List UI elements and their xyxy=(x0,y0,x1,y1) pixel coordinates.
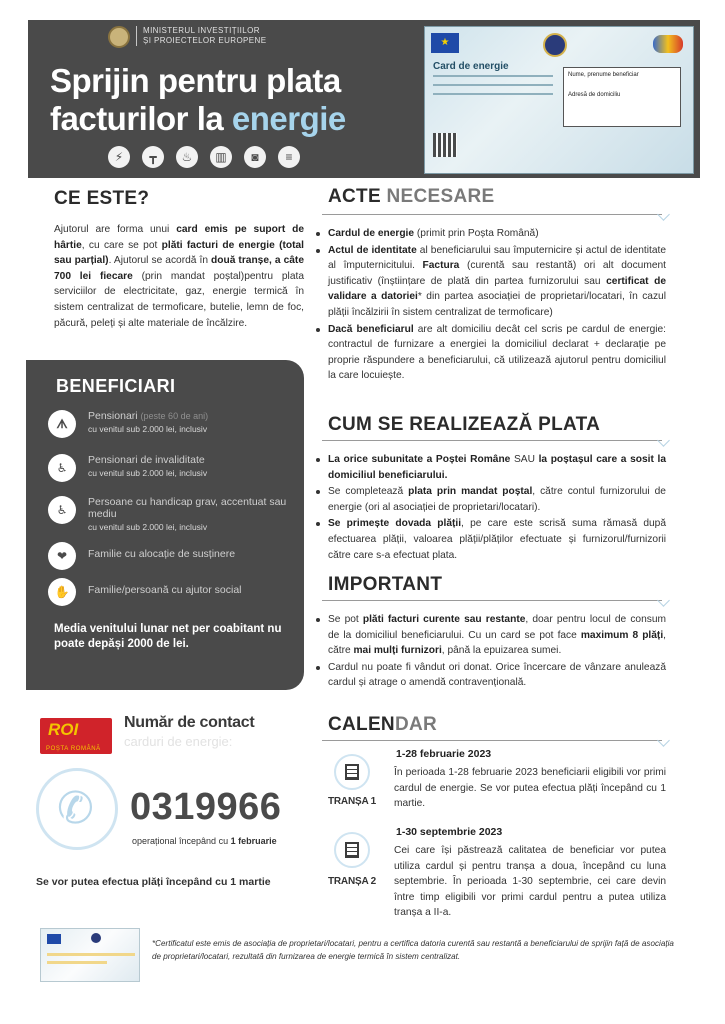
important-list xyxy=(314,612,666,692)
eu-flag-icon: ★ xyxy=(431,33,459,53)
calendar-icon xyxy=(334,754,370,790)
wheelchair-icon: ♿ xyxy=(48,496,76,524)
eu-flag-icon xyxy=(47,934,61,944)
family-support-icon: ❤ xyxy=(48,542,76,570)
plata-heading: CUM SE REALIZEAZĂ PLATA xyxy=(328,414,601,435)
tranche-2-date: 1-30 septembrie 2023 xyxy=(396,826,503,838)
elderly-couple-icon: ᗑ xyxy=(48,410,76,438)
social-aid-icon: ✋ xyxy=(48,578,76,606)
card-address-box: Nume, prenume beneficiar Adresă de domiciliu xyxy=(563,67,681,127)
section-beneficiari xyxy=(26,360,304,690)
section-ce-este xyxy=(54,188,304,331)
list-item: Se completează plata prin mandat poștal, către contul furnizorului de energie (ori al asociației de proprietari/locatari). xyxy=(314,484,666,515)
posta-romana-logo: ROI POȘTA ROMÂNĂ xyxy=(40,718,112,754)
header-banner xyxy=(28,20,700,178)
tranche-2-label: TRANȘA 2 xyxy=(328,876,377,887)
acte-heading: ACTE NECESARE xyxy=(328,186,495,207)
page-title: Sprijin pentru plata facturilor la energie xyxy=(50,62,346,137)
card-title: Card de energie xyxy=(433,61,509,72)
beneficiary-item: ᗑ Pensionari (peste 60 de ani) cu venitul sub 2.000 lei, inclusiv xyxy=(48,408,298,442)
government-seal-icon xyxy=(543,33,567,57)
payments-start-note: Se vor putea efectua plăți începând cu 1 martie xyxy=(36,876,271,888)
phone-icon-badge xyxy=(36,768,118,850)
tranche-2-text: Cei care își păstrează calitatea de beneficiar vor putea utiliza cardul și pentru tranșa a doua, începând cu luna septembrie. În perioada 1-30 septembrie, cei care devin între timp eligibili vor primi cardul pentru a putea utiliza tranșa a II-a. xyxy=(394,845,666,919)
coat-of-arms-icon xyxy=(108,26,130,48)
plata-list xyxy=(314,452,666,564)
footnote: *Certificatul este emis de asociația de proprietari/locatari, pentru a certifica datoria curentă sau restantă a beneficiarului de sprijin față de asociația de proprietari/locatari, rezultată din furnizarea de energie termică în sistem centralizat. xyxy=(152,939,674,961)
gas-cylinder-icon: ◙ xyxy=(244,146,266,168)
divider xyxy=(322,740,662,741)
list-item: Se pot plăti facturi curente sau restante, doar pentru locul de consum de la domiciliul beneficiarului. Cu un card se pot face maximum 8 plăți, către mai mulți furnizori, până la epuizarea sumei. xyxy=(314,612,666,659)
program-logo-icon xyxy=(653,35,683,53)
energy-card-image xyxy=(424,26,694,174)
list-item: Dacă beneficiarul are alt domiciliu decât cel scris pe cardul de energie: contractul de furnizare a energiei la domiciliul declarat + declarație pe proprie răspundere a beneficiarului, că utilizează ajutorul pentru domiciliul la care locuiește. xyxy=(314,322,666,384)
electricity-icon: ⚡ xyxy=(108,146,130,168)
calendar-icon xyxy=(334,832,370,868)
ministry-name: MINISTERUL INVESTIȚIILOR ȘI PROIECTELOR EUROPENE xyxy=(136,26,266,46)
gas-pipe-icon: ┳ xyxy=(142,146,164,168)
tranche-1-label: TRANȘA 1 xyxy=(328,796,377,807)
acte-list xyxy=(314,226,666,385)
phone-hours: operațional începând cu 1 februarie xyxy=(132,836,277,846)
beneficiary-item: ♿ Persoane cu handicap grav, accentuat sau mediu cu venitul sub 2.000 lei, inclusiv xyxy=(48,494,298,538)
list-item: Cardul nu poate fi vândut ori donat. Orice încercare de vânzare anulează cardul și atrage o amendă contravențională. xyxy=(314,660,666,691)
divider xyxy=(322,600,662,601)
flame-icon: ♨ xyxy=(176,146,198,168)
list-item: La orice subunitate a Poștei Române SAU la poștașul care a sosit la domiciliul beneficiarului. xyxy=(314,452,666,483)
ce-este-text: Ajutorul are forma unui card emis pe suport de hârtie, cu care se pot plăti facturi de energie (total sau parțial). Ajutorul se acordă în două tranșe, a câte 700 lei fiecare (prin mandat poștal)pentru plata serviciilor de electricitate, gaz, energie termică în sistem centralizat de termoficare, butelie, lemn de foc, păcură, peleți și alte materiale de încălzire. xyxy=(54,224,305,329)
phone-number[interactable]: 0319966 xyxy=(130,786,282,828)
contact-subtitle: carduri de energie: xyxy=(124,734,233,749)
crutch-person-icon: ♿ xyxy=(48,454,76,482)
ce-este-heading: CE ESTE? xyxy=(54,188,150,209)
qr-code-icon xyxy=(433,133,457,157)
firewood-icon: ≡ xyxy=(278,146,300,168)
important-heading: IMPORTANT xyxy=(328,574,443,595)
government-seal-icon xyxy=(91,933,101,943)
energy-card-thumbnail xyxy=(40,928,140,982)
calendar-heading: CALENDAR xyxy=(328,714,438,735)
list-item: Cardul de energie (primit prin Poșta Română) xyxy=(314,226,666,242)
beneficiary-item: ✋ Familie/persoană cu ajutor social xyxy=(48,576,298,610)
income-limit-note: Media venitului lunar net per coabitant nu poate depăși 2000 de lei. xyxy=(54,623,282,650)
energy-types-icons xyxy=(108,146,300,168)
list-item: Actul de identitate al beneficiarului sau împuternicire și actul de identitate al împuternicitului. Factura (curentă sau restantă) ori alt document justificativ (înștiințare de plată din partea furnizorului sau certificat de validare a datoriei* din partea asociației de proprietari/locatari, în cazul plății încălzirii în sistem centralizat de termoficare) xyxy=(314,243,666,321)
beneficiary-item: ❤ Familie cu alocație de susținere xyxy=(48,540,298,574)
beneficiari-heading: BENEFICIARI xyxy=(56,376,176,396)
radiator-icon: ▥ xyxy=(210,146,232,168)
tranche-1-text: În perioada 1-28 februarie 2023 beneficiarii eligibili vor primi cardul de energie. Se vor putea efectua plăți începând cu 1 martie. xyxy=(394,767,666,810)
divider xyxy=(322,440,662,441)
beneficiary-item: ♿ Pensionari de invaliditate cu venitul sub 2.000 lei, inclusiv xyxy=(48,452,298,486)
divider xyxy=(322,214,662,215)
tranche-1-date: 1-28 februarie 2023 xyxy=(396,748,492,760)
list-item: Se primește dovada plății, pe care este scrisă suma rămasă după efectuarea plății, valoarea plății/plăților efectuate și furnizorul/furnizorii către care s-a efectuat plata. xyxy=(314,516,666,563)
phone-icon: ✆ xyxy=(57,784,94,833)
contact-title: Număr de contact xyxy=(124,714,255,731)
